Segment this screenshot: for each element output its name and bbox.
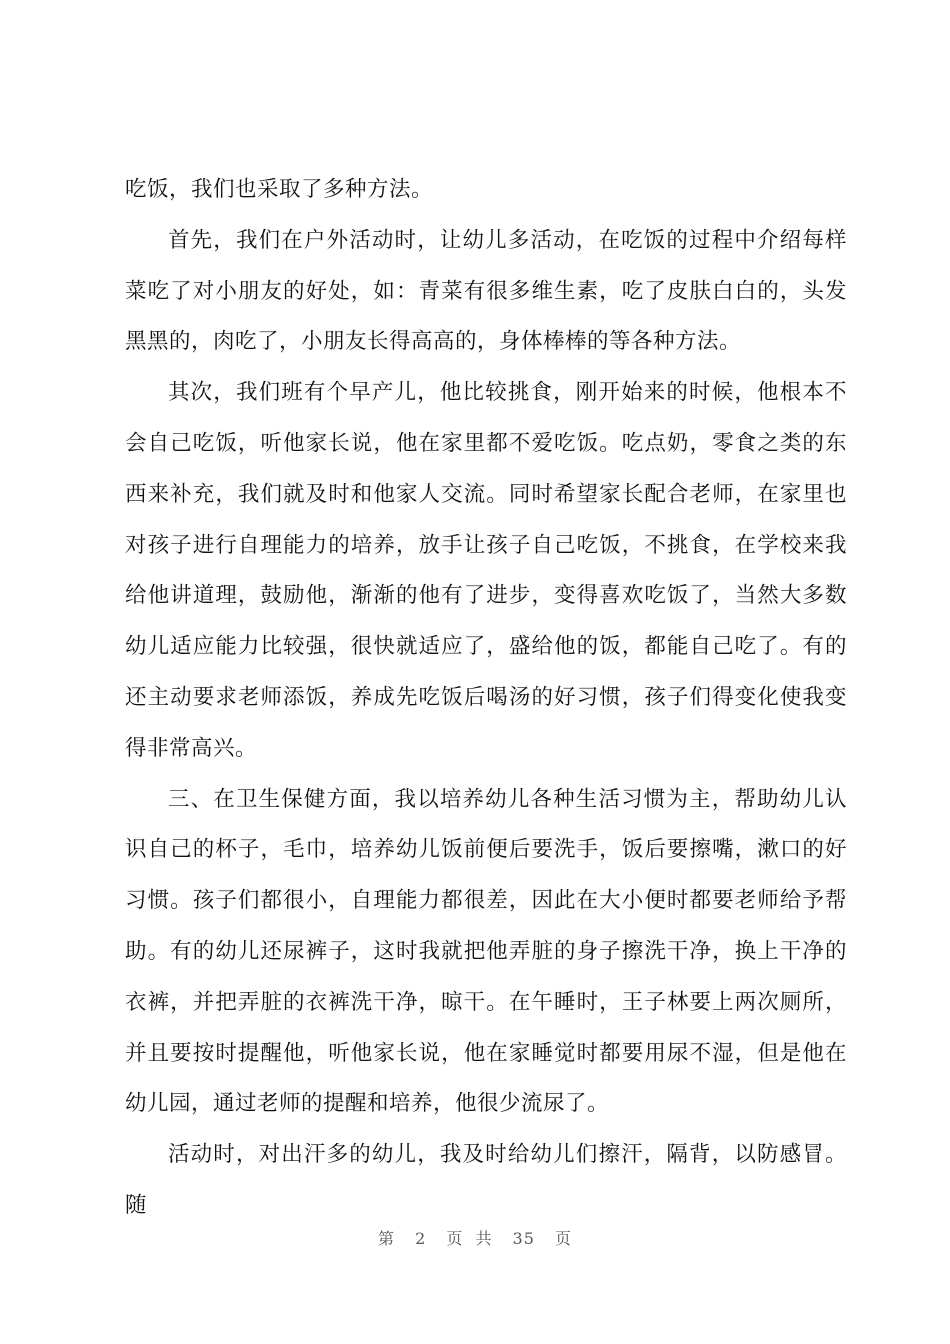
footer-label-of: 页 共 — [446, 1229, 493, 1248]
page-footer — [0, 1226, 950, 1249]
paragraph-continuation: 吃饭，我们也采取了多种方法。 — [125, 177, 434, 202]
paragraph-hygiene: 三、在卫生保健方面，我以培养幼儿各种生活习惯为主，帮助幼儿认识自己的杯子，毛巾，培养幼儿饭前便后要洗手，饭后要擦嘴，漱口的好习惯。孩子们都很小，自理能力都很差，因此在大小便时都要老师给予帮助。有的幼儿还尿裤子，这时我就把他弄脏的身子擦洗干净，换上干净的衣裤，并把弄脏的衣裤洗干净，晾干。在午睡时，王子林要上两次厕所，并且要按时提醒他，听他家长说，他在家睡觉时都要用尿不湿，但是他在幼儿园，通过老师的提醒和培养，他很少流尿了。 — [125, 786, 847, 1117]
paragraph-second-method: 其次，我们班有个早产儿，他比较挑食，刚开始来的时候，他根本不会自己吃饭，听他家长说，他在家里都不爱吃饭。吃点奶，零食之类的东西来补充，我们就及时和他家人交流。同时希望家长配合老师，在家里也对孩子进行自理能力的培养，放手让孩子自己吃饭，不挑食，在学校来我给他讲道理，鼓励他，渐渐的他有了进步，变得喜欢吃饭了，当然大多数幼儿适应能力比较强，很快就适应了，盛给他的饭，都能自己吃了。有的还主动要求老师添饭，养成先吃饭后喝汤的好习惯，孩子们得变化使我变得非常高兴。 — [125, 380, 847, 761]
footer-total-pages: 35 — [512, 1229, 535, 1248]
document-body — [125, 165, 847, 1232]
footer-label-end: 页 — [555, 1229, 573, 1248]
footer-current-page: 2 — [415, 1229, 427, 1248]
paragraph-activity: 活动时，对出汗多的幼儿，我及时给幼儿们擦汗，隔背，以防感冒。随 — [125, 1142, 847, 1218]
footer-label-page: 第 — [377, 1229, 395, 1248]
paragraph-first-method: 首先，我们在户外活动时，让幼儿多活动，在吃饭的过程中介绍每样菜吃了对小朋友的好处，如：青菜有很多维生素，吃了皮肤白白的，头发黑黑的，肉吃了，小朋友长得高高的，身体棒棒的等各种方法。 — [125, 227, 847, 355]
